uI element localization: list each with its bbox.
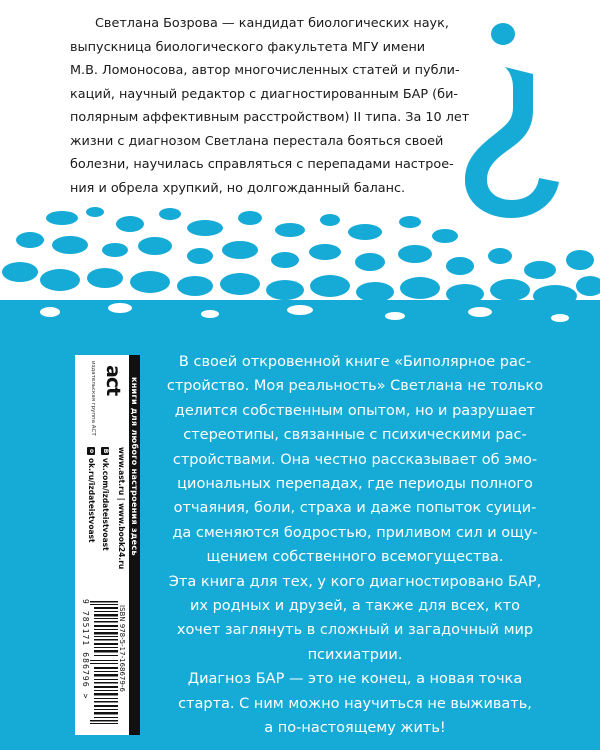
social-link-text: vk.com/izdateistvoast <box>101 458 110 551</box>
blurb-line: стройствами. Она честно рассказывает об эмо- <box>172 451 538 468</box>
publisher-logo: act <box>102 365 124 396</box>
blurb-line: отчаяния, боли, страха и даже попыток суици- <box>173 500 537 517</box>
bio-line: М.В. Ломоносова, автор многочисленных статей и публи- <box>70 63 460 78</box>
website-links[interactable]: www.ast.ru | www.book24.ru <box>117 447 126 570</box>
social-link-ok[interactable] <box>87 447 96 543</box>
blurb-line: делится собственным опытом, но и разрушает <box>174 402 536 419</box>
bio-line: жизни с диагнозом Светлана перестала бояться своей <box>70 133 444 149</box>
publisher-info-strip <box>75 355 140 735</box>
blurb-line: хочет заглянуть в сложный и загадочный мир <box>176 622 534 639</box>
bio-line: каций, научный редактор с диагностированным БАР (би- <box>70 86 459 102</box>
blurb-line: да сменяются бодростью, приливом сил и ощу- <box>172 524 538 541</box>
blurb-line: Эта книга для тех, у кого диагностировано БАР, <box>168 573 542 590</box>
blurb-line: а по-настоящему жить! <box>264 720 446 737</box>
blurb-line: психиатрии. <box>307 646 403 663</box>
barcode <box>90 599 118 727</box>
social-link-vk[interactable] <box>101 447 110 551</box>
author-bio <box>70 12 470 200</box>
book-blurb <box>150 350 560 741</box>
isbn-label: ISBN 978-5-17-168679-6 <box>118 605 126 692</box>
bio-line: полярным аффективным расстройством) II типа. За 10 лет <box>70 110 470 125</box>
pebble-pattern <box>0 200 600 330</box>
isbn-barcode-digits: 9 785171 686796 > <box>81 599 90 700</box>
bio-line: выпускница биологического факультета МГУ имени <box>70 39 426 55</box>
ok-icon: o <box>88 448 95 454</box>
bio-line: болезни, научилась справляться с перепадами настрое- <box>70 157 454 172</box>
social-link-text: ok.ru/izdateistvoast <box>87 458 96 543</box>
bio-line: Светлана Бозрова — кандидат биологических наук, <box>95 16 449 31</box>
blurb-line: В своей откровенной книге «Биполярное рас- <box>178 354 532 370</box>
blurb-line: Диагноз БАР — это не конец, а новая точка <box>187 671 523 688</box>
blurb-line: стройство. Моя реальность» Светлана не только <box>166 378 544 395</box>
vk-icon: B <box>102 448 109 454</box>
blurb-line: стереотипы, связанные с психическими рас- <box>183 427 527 444</box>
tagline-band: книги для любого настроения здесь <box>129 355 140 735</box>
blurb-line: их родных и друзей, а также для всех, кто <box>189 598 521 615</box>
blurb-line: старта. С ним можно научиться не выживать, <box>178 695 532 712</box>
inverted-question-mark-icon <box>455 12 565 222</box>
publisher-info-rotated <box>75 355 140 735</box>
publisher-name: издательская группа АСТ <box>90 361 96 436</box>
blurb-line: щением собственного всемогущества. <box>206 549 504 566</box>
blurb-line: циональных перепадах, где периоды полного <box>177 476 533 493</box>
bio-line: ния и обрела хрупкий, но долгожданный баланс. <box>70 180 406 196</box>
